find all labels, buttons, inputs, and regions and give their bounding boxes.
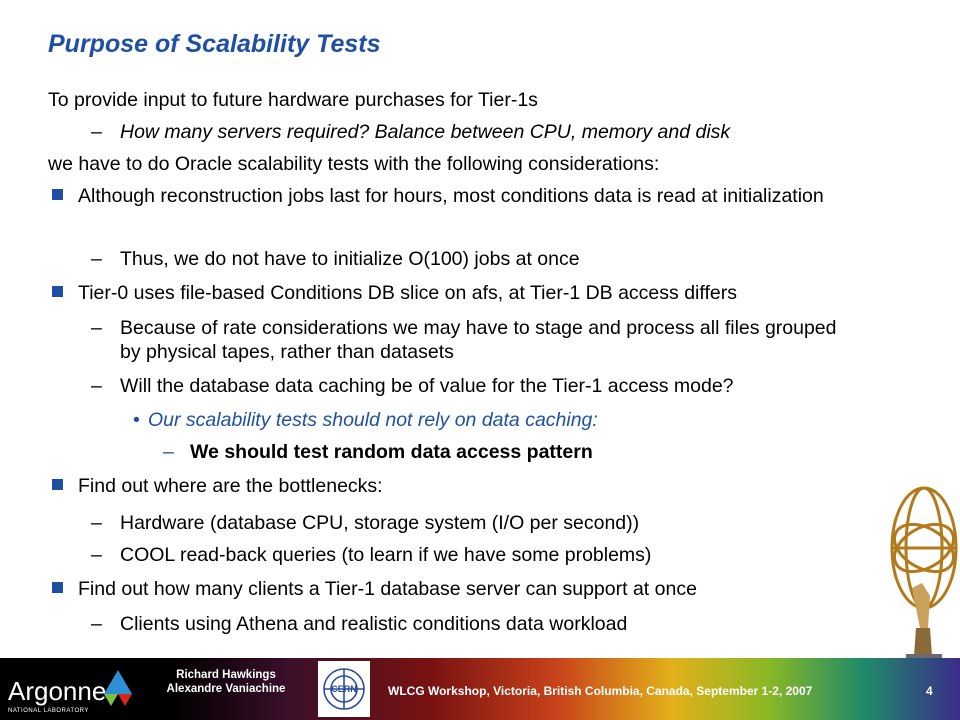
dash-bullet: – bbox=[91, 248, 102, 270]
dash-bullet: – bbox=[91, 121, 102, 143]
sub-bullet-text: How many servers required? Balance between CPU, memory and disk bbox=[120, 121, 731, 143]
argonne-logo bbox=[6, 664, 146, 716]
presenters bbox=[156, 668, 296, 696]
emphasis-bullet-text: We should test random data access pattern bbox=[190, 441, 593, 463]
event-info: WLCG Workshop, Victoria, British Columbia, Canada, September 1-2, 2007 bbox=[388, 684, 813, 698]
body-text-line: To provide input to future hardware purchases for Tier-1s bbox=[48, 89, 538, 111]
sub-bullet-text: Hardware (database CPU, storage system (I/O per second)) bbox=[120, 512, 640, 534]
square-bullet-icon bbox=[52, 479, 63, 490]
sub-bullet-text: Thus, we do not have to initialize O(100) jobs at once bbox=[120, 248, 580, 270]
sub-bullet-text: Will the database data caching be of value for the Tier-1 access mode? bbox=[120, 375, 734, 397]
sub-bullet-text: Clients using Athena and realistic conditions data workload bbox=[120, 613, 628, 635]
dash-bullet: – bbox=[163, 441, 174, 463]
cern-wordmark: CERN bbox=[331, 684, 357, 694]
presenter-2: Alexandre Vaniachine bbox=[166, 683, 286, 695]
slide-title: Purpose of Scalability Tests bbox=[48, 30, 381, 58]
argonne-wordmark: Argonne bbox=[8, 676, 107, 706]
dash-bullet: – bbox=[91, 613, 102, 635]
dash-bullet: – bbox=[91, 544, 102, 566]
dash-bullet: – bbox=[91, 375, 102, 397]
bullet-text: Tier-0 uses file-based Conditions DB slice on afs, at Tier-1 DB access differs bbox=[78, 282, 737, 304]
sub-sub-bullet-text: Our scalability tests should not rely on data caching: bbox=[148, 409, 598, 431]
presenter-1: Richard Hawkings bbox=[176, 669, 276, 681]
sub-bullet-text: COOL read-back queries (to learn if we have some problems) bbox=[120, 544, 652, 566]
page-number: 4 bbox=[926, 684, 933, 698]
square-bullet-icon bbox=[52, 286, 63, 297]
sub-bullet-text: Because of rate considerations we may have to stage and process all files grouped by physical tapes, rather than datasets bbox=[120, 317, 837, 363]
bullet-text: Although reconstruction jobs last for hours, most conditions data is read at initialization bbox=[78, 185, 824, 207]
body-text-line: we have to do Oracle scalability tests with the following considerations: bbox=[48, 153, 660, 175]
cern-logo bbox=[318, 661, 370, 717]
argonne-subtitle: NATIONAL LABORATORY bbox=[8, 708, 89, 714]
dash-bullet: – bbox=[91, 512, 102, 534]
bullet-text: Find out how many clients a Tier-1 database server can support at once bbox=[78, 578, 697, 600]
dash-bullet: – bbox=[91, 317, 102, 339]
bullet-text: Find out where are the bottlenecks: bbox=[78, 475, 383, 497]
dot-bullet: • bbox=[133, 409, 140, 431]
square-bullet-icon bbox=[52, 582, 63, 593]
square-bullet-icon bbox=[52, 189, 63, 200]
